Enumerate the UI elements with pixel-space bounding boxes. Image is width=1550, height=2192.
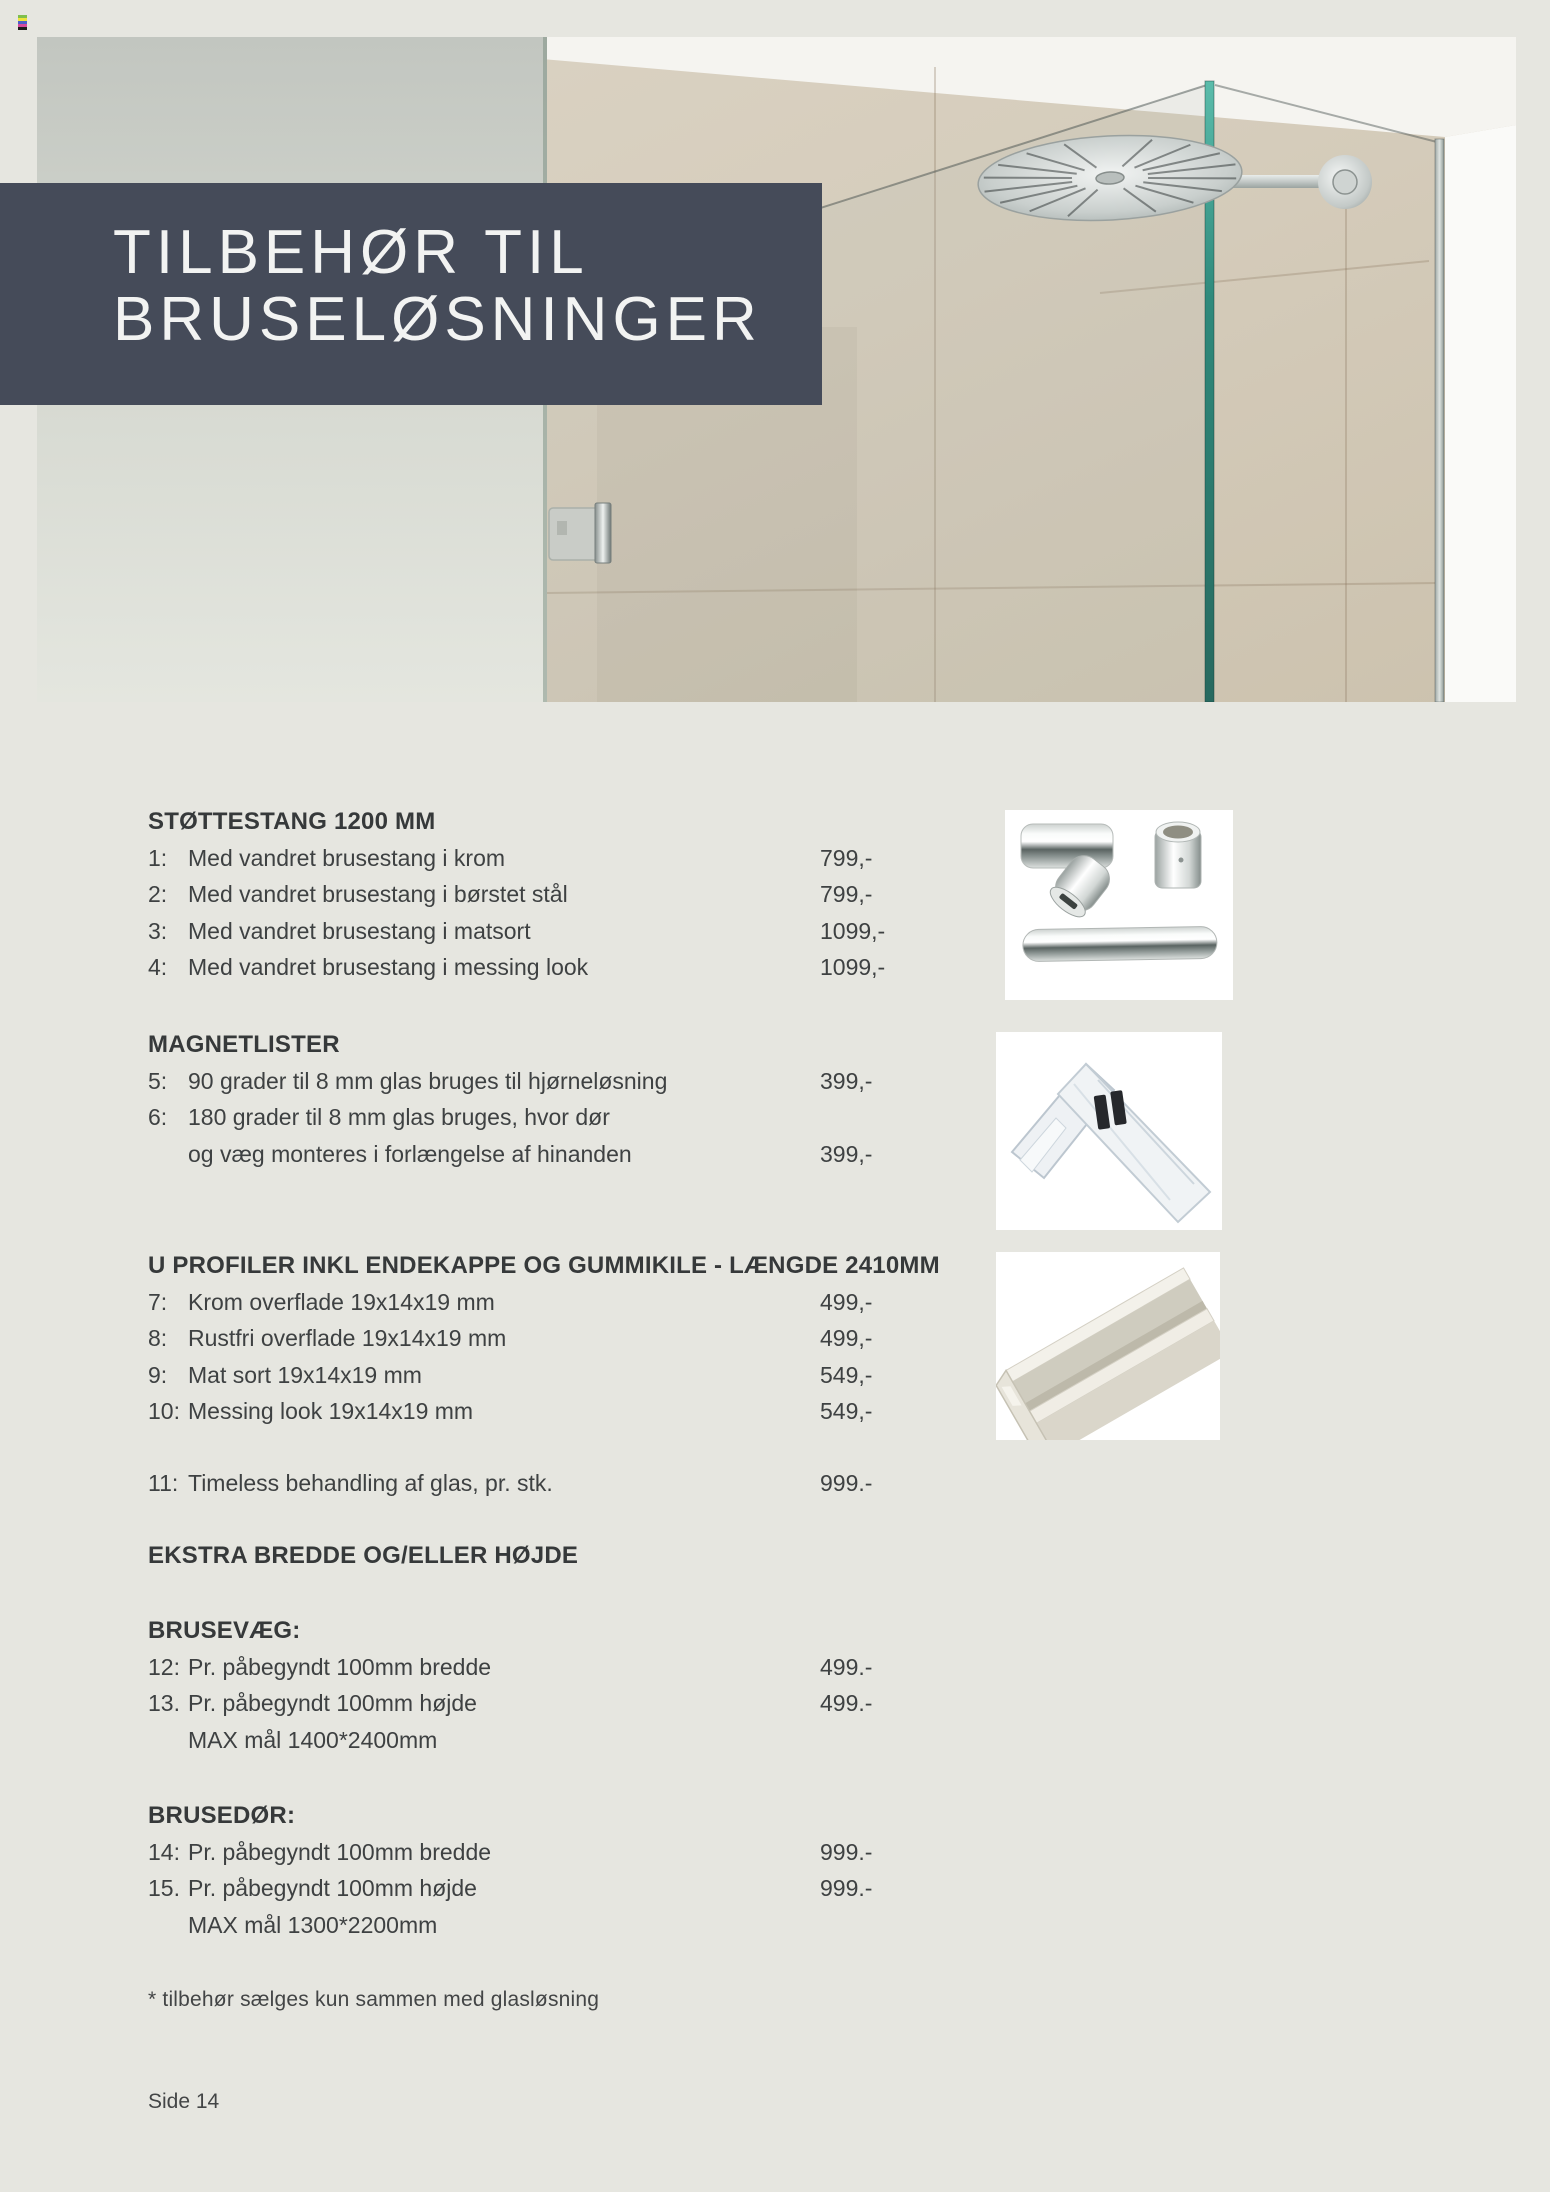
section-brusedor	[148, 1800, 1068, 1946]
item-label: Timeless behandling af glas, pr. stk.	[188, 1470, 553, 1496]
product-row	[148, 1323, 1068, 1360]
item-price: 499,-	[820, 1288, 873, 1315]
product-row	[148, 916, 1068, 953]
item-number: 13.	[148, 1690, 180, 1717]
item-price: 1099,-	[820, 954, 886, 981]
product-row	[148, 1688, 1068, 1725]
product-row	[148, 1360, 1068, 1397]
item-number: 8:	[148, 1325, 168, 1352]
item-label: MAX mål 1400*2400mm	[188, 1726, 438, 1753]
wall-bracket-cylinder	[1155, 822, 1201, 888]
item-price: 999.-	[820, 1838, 873, 1865]
product-row	[148, 1066, 1068, 1103]
section-header: BRUSEDØR:	[148, 1802, 296, 1829]
page-number: Side 14	[148, 2090, 220, 2113]
page-title-line1: TILBEHØR TIL	[113, 218, 589, 287]
product-row	[148, 1652, 1068, 1689]
section-ekstra	[148, 1540, 1068, 1577]
item-price: 549,-	[820, 1398, 873, 1425]
item-number: 11:	[148, 1470, 179, 1496]
item-number: 7:	[148, 1288, 168, 1315]
section-brusevaeg	[148, 1615, 1068, 1761]
t-connector	[1021, 824, 1116, 923]
item-price: 799,-	[820, 881, 873, 908]
item-number	[148, 1910, 188, 1947]
section-header: EKSTRA BREDDE OG/ELLER HØJDE	[148, 1542, 579, 1569]
page-title-line2: BRUSELØSNINGER	[113, 285, 762, 354]
shower-arm-flange-center	[1333, 170, 1357, 194]
item-number	[148, 1139, 188, 1176]
product-row	[148, 879, 1068, 916]
item-label: Pr. påbegyndt 100mm højde	[188, 1875, 477, 1902]
item-label: MAX mål 1300*2200mm	[188, 1911, 438, 1938]
item-number: 6:	[148, 1104, 168, 1131]
magnet-seal-strips	[1012, 1064, 1210, 1222]
item-price: 549,-	[820, 1361, 873, 1388]
item-number: 5:	[148, 1067, 168, 1094]
item-label: Krom overflade 19x14x19 mm	[188, 1288, 495, 1315]
product-row	[148, 952, 1068, 989]
product-row	[148, 1837, 1068, 1874]
item-label: og væg monteres i forlængelse af hinanden	[188, 1140, 632, 1167]
section-magnetlister	[148, 1029, 1068, 1175]
print-registration-mark	[18, 15, 27, 30]
u-profile-channel	[996, 1268, 1220, 1440]
section-header: STØTTESTANG 1200 MM	[148, 808, 436, 835]
item-label: Med vandret brusestang i børstet stål	[188, 881, 568, 908]
item-price: 399,-	[820, 1140, 873, 1167]
product-image-uprofil	[996, 1252, 1220, 1440]
item-price: 399,-	[820, 1067, 873, 1094]
product-row	[148, 1910, 1068, 1947]
item-label: 90 grader til 8 mm glas bruges til hjørneløsning	[188, 1067, 668, 1094]
item-label: Pr. påbegyndt 100mm bredde	[188, 1838, 492, 1865]
item-price: 999.-	[820, 1875, 873, 1902]
item-number: 15.	[148, 1875, 180, 1902]
item-price: 499.-	[820, 1690, 873, 1717]
item-label: Mat sort 19x14x19 mm	[188, 1361, 422, 1388]
product-row	[148, 1139, 1068, 1176]
item-price: 799,-	[820, 844, 873, 871]
product-row	[148, 1102, 1068, 1139]
chrome-tube	[1023, 926, 1218, 961]
item-price: 1099,-	[820, 917, 886, 944]
page-title	[113, 219, 762, 353]
item-label: Pr. påbegyndt 100mm bredde	[188, 1653, 492, 1680]
footnote: * tilbehør sælges kun sammen med glasløsning	[148, 1988, 600, 2011]
section-uprofiler	[148, 1250, 1068, 1433]
product-row	[148, 1396, 1068, 1433]
product-image-stottestang	[1005, 810, 1233, 1000]
section-header: MAGNETLISTER	[148, 1031, 340, 1058]
item-number: 10:	[148, 1398, 180, 1425]
section-stottestang	[148, 806, 1068, 989]
hero-title-box	[0, 183, 822, 405]
product-row	[148, 1725, 1068, 1762]
item-label: Messing look 19x14x19 mm	[188, 1398, 474, 1425]
item-number	[148, 1725, 188, 1762]
item-number: 2:	[148, 881, 168, 908]
product-image-magnetliste	[996, 1032, 1222, 1230]
item-label: Pr. påbegyndt 100mm højde	[188, 1690, 477, 1717]
glass-hinge	[549, 503, 611, 563]
item-number: 4:	[148, 954, 168, 981]
item-price: 499.-	[820, 1653, 873, 1680]
section-header: BRUSEVÆG:	[148, 1617, 301, 1644]
glass-edge-chrome	[1435, 139, 1444, 702]
section-timeless	[148, 1468, 1068, 1505]
item-number: 1:	[148, 844, 168, 871]
item-label: Med vandret brusestang i matsort	[188, 917, 531, 944]
item-price: 499,-	[820, 1325, 873, 1352]
product-row	[148, 1287, 1068, 1324]
item-number: 9:	[148, 1361, 168, 1388]
item-price: 999.-	[820, 1470, 873, 1496]
item-label: 180 grader til 8 mm glas bruges, hvor dør	[188, 1104, 610, 1131]
wall-pillar	[1445, 125, 1516, 702]
item-label: Rustfri overflade 19x14x19 mm	[188, 1325, 507, 1352]
item-label: Med vandret brusestang i krom	[188, 844, 506, 871]
product-row	[148, 1873, 1068, 1910]
section-header: U PROFILER INKL ENDEKAPPE OG GUMMIKILE - LÆNGDE 2410MM	[148, 1252, 940, 1279]
item-number: 14:	[148, 1838, 180, 1865]
product-row	[148, 843, 1068, 880]
item-number: 12:	[148, 1653, 180, 1680]
item-label: Med vandret brusestang i messing look	[188, 954, 589, 981]
item-number: 3:	[148, 917, 168, 944]
product-row	[148, 1468, 1068, 1505]
